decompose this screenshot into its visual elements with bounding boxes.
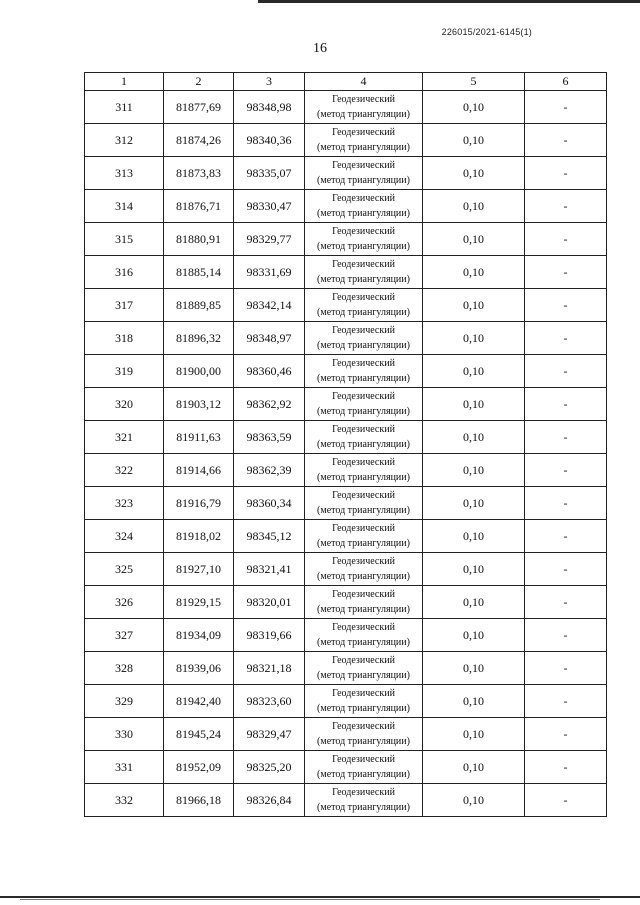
table-row xyxy=(85,652,607,685)
method-text: (метод триангуляции) xyxy=(317,373,410,384)
table-row xyxy=(85,223,607,256)
x-coordinate-cell: 81929,15 xyxy=(164,586,234,619)
point-number-cell: 316 xyxy=(85,256,164,289)
method-text: Геодезический xyxy=(332,754,395,765)
point-number-cell: 329 xyxy=(85,685,164,718)
method-text: (метод триангуляции) xyxy=(317,307,410,318)
x-coordinate-cell: 81945,24 xyxy=(164,718,234,751)
coordinates-table xyxy=(84,72,607,817)
accuracy-cell: 0,10 xyxy=(423,91,525,124)
method-cell xyxy=(305,487,423,520)
note-cell: - xyxy=(525,619,607,652)
method-cell xyxy=(305,157,423,190)
bottom-scan-rule xyxy=(0,896,640,898)
method-text: (метод триангуляции) xyxy=(317,538,410,549)
accuracy-cell: 0,10 xyxy=(423,223,525,256)
table-row xyxy=(85,190,607,223)
method-text: Геодезический xyxy=(332,226,395,237)
y-coordinate-cell: 98348,98 xyxy=(234,91,305,124)
note-cell: - xyxy=(525,421,607,454)
table-row xyxy=(85,289,607,322)
note-cell: - xyxy=(525,322,607,355)
note-cell: - xyxy=(525,289,607,322)
x-coordinate-cell: 81934,09 xyxy=(164,619,234,652)
method-text: Геодезический xyxy=(332,424,395,435)
note-cell: - xyxy=(525,256,607,289)
accuracy-cell: 0,10 xyxy=(423,388,525,421)
column-header: 5 xyxy=(423,73,525,91)
table-header xyxy=(85,73,607,91)
y-coordinate-cell: 98348,97 xyxy=(234,322,305,355)
note-cell: - xyxy=(525,685,607,718)
y-coordinate-cell: 98321,18 xyxy=(234,652,305,685)
column-header: 3 xyxy=(234,73,305,91)
x-coordinate-cell: 81952,09 xyxy=(164,751,234,784)
method-text: Геодезический xyxy=(332,523,395,534)
method-cell xyxy=(305,751,423,784)
method-cell xyxy=(305,454,423,487)
method-cell xyxy=(305,553,423,586)
accuracy-cell: 0,10 xyxy=(423,718,525,751)
note-cell: - xyxy=(525,487,607,520)
note-cell: - xyxy=(525,751,607,784)
method-text: Геодезический xyxy=(332,622,395,633)
y-coordinate-cell: 98329,47 xyxy=(234,718,305,751)
method-text: Геодезический xyxy=(332,688,395,699)
method-text: (метод триангуляции) xyxy=(317,406,410,417)
column-header: 6 xyxy=(525,73,607,91)
note-cell: - xyxy=(525,520,607,553)
table-row xyxy=(85,454,607,487)
note-cell: - xyxy=(525,223,607,256)
accuracy-cell: 0,10 xyxy=(423,553,525,586)
accuracy-cell: 0,10 xyxy=(423,784,525,817)
method-text: (метод триангуляции) xyxy=(317,241,410,252)
point-number-cell: 313 xyxy=(85,157,164,190)
method-cell xyxy=(305,718,423,751)
method-text: (метод триангуляции) xyxy=(317,175,410,186)
point-number-cell: 331 xyxy=(85,751,164,784)
accuracy-cell: 0,10 xyxy=(423,190,525,223)
point-number-cell: 330 xyxy=(85,718,164,751)
y-coordinate-cell: 98330,47 xyxy=(234,190,305,223)
x-coordinate-cell: 81927,10 xyxy=(164,553,234,586)
table-row xyxy=(85,421,607,454)
method-text: Геодезический xyxy=(332,160,395,171)
table-row xyxy=(85,619,607,652)
method-text: (метод триангуляции) xyxy=(317,340,410,351)
top-scan-rule xyxy=(258,0,640,3)
x-coordinate-cell: 81914,66 xyxy=(164,454,234,487)
note-cell: - xyxy=(525,124,607,157)
y-coordinate-cell: 98345,12 xyxy=(234,520,305,553)
note-cell: - xyxy=(525,652,607,685)
y-coordinate-cell: 98323,60 xyxy=(234,685,305,718)
table-row xyxy=(85,685,607,718)
accuracy-cell: 0,10 xyxy=(423,685,525,718)
note-cell: - xyxy=(525,718,607,751)
point-number-cell: 332 xyxy=(85,784,164,817)
method-cell xyxy=(305,784,423,817)
method-text: Геодезический xyxy=(332,556,395,567)
column-header: 1 xyxy=(85,73,164,91)
method-cell xyxy=(305,421,423,454)
method-text: (метод триангуляции) xyxy=(317,769,410,780)
x-coordinate-cell: 81877,69 xyxy=(164,91,234,124)
accuracy-cell: 0,10 xyxy=(423,454,525,487)
note-cell: - xyxy=(525,91,607,124)
point-number-cell: 317 xyxy=(85,289,164,322)
table-row xyxy=(85,751,607,784)
method-text: (метод триангуляции) xyxy=(317,670,410,681)
table-row xyxy=(85,124,607,157)
x-coordinate-cell: 81896,32 xyxy=(164,322,234,355)
method-text: (метод триангуляции) xyxy=(317,802,410,813)
method-text: Геодезический xyxy=(332,589,395,600)
method-text: Геодезический xyxy=(332,292,395,303)
note-cell: - xyxy=(525,355,607,388)
table-body xyxy=(85,91,607,817)
method-cell xyxy=(305,322,423,355)
method-text: Геодезический xyxy=(332,457,395,468)
y-coordinate-cell: 98342,14 xyxy=(234,289,305,322)
table-row xyxy=(85,322,607,355)
point-number-cell: 314 xyxy=(85,190,164,223)
accuracy-cell: 0,10 xyxy=(423,520,525,553)
table-row xyxy=(85,355,607,388)
method-cell xyxy=(305,91,423,124)
accuracy-cell: 0,10 xyxy=(423,322,525,355)
document-id: 226015/2021-6145(1) xyxy=(441,27,532,37)
point-number-cell: 327 xyxy=(85,619,164,652)
table-row xyxy=(85,553,607,586)
table-row xyxy=(85,586,607,619)
method-text: Геодезический xyxy=(332,358,395,369)
bottom-scan-rule-thin xyxy=(20,899,600,900)
accuracy-cell: 0,10 xyxy=(423,421,525,454)
method-cell xyxy=(305,388,423,421)
table-row xyxy=(85,157,607,190)
point-number-cell: 326 xyxy=(85,586,164,619)
x-coordinate-cell: 81966,18 xyxy=(164,784,234,817)
x-coordinate-cell: 81873,83 xyxy=(164,157,234,190)
x-coordinate-cell: 81942,40 xyxy=(164,685,234,718)
method-text: (метод триангуляции) xyxy=(317,439,410,450)
table-row xyxy=(85,520,607,553)
column-header: 4 xyxy=(305,73,423,91)
accuracy-cell: 0,10 xyxy=(423,751,525,784)
method-cell xyxy=(305,223,423,256)
point-number-cell: 324 xyxy=(85,520,164,553)
point-number-cell: 311 xyxy=(85,91,164,124)
x-coordinate-cell: 81903,12 xyxy=(164,388,234,421)
note-cell: - xyxy=(525,388,607,421)
accuracy-cell: 0,10 xyxy=(423,289,525,322)
x-coordinate-cell: 81916,79 xyxy=(164,487,234,520)
header-row xyxy=(85,73,607,91)
point-number-cell: 318 xyxy=(85,322,164,355)
method-cell xyxy=(305,124,423,157)
method-text: (метод триангуляции) xyxy=(317,472,410,483)
method-text: (метод триангуляции) xyxy=(317,703,410,714)
method-text: (метод триангуляции) xyxy=(317,736,410,747)
y-coordinate-cell: 98360,46 xyxy=(234,355,305,388)
table-row xyxy=(85,784,607,817)
point-number-cell: 320 xyxy=(85,388,164,421)
note-cell: - xyxy=(525,784,607,817)
column-header: 2 xyxy=(164,73,234,91)
x-coordinate-cell: 81918,02 xyxy=(164,520,234,553)
accuracy-cell: 0,10 xyxy=(423,256,525,289)
y-coordinate-cell: 98335,07 xyxy=(234,157,305,190)
method-text: (метод триангуляции) xyxy=(317,505,410,516)
point-number-cell: 312 xyxy=(85,124,164,157)
x-coordinate-cell: 81874,26 xyxy=(164,124,234,157)
point-number-cell: 325 xyxy=(85,553,164,586)
method-text: (метод триангуляции) xyxy=(317,274,410,285)
method-text: Геодезический xyxy=(332,655,395,666)
accuracy-cell: 0,10 xyxy=(423,487,525,520)
method-text: (метод триангуляции) xyxy=(317,637,410,648)
table-row xyxy=(85,388,607,421)
accuracy-cell: 0,10 xyxy=(423,124,525,157)
note-cell: - xyxy=(525,454,607,487)
method-text: Геодезический xyxy=(332,490,395,501)
method-text: Геодезический xyxy=(332,787,395,798)
y-coordinate-cell: 98320,01 xyxy=(234,586,305,619)
point-number-cell: 323 xyxy=(85,487,164,520)
method-cell xyxy=(305,355,423,388)
method-cell xyxy=(305,685,423,718)
point-number-cell: 322 xyxy=(85,454,164,487)
accuracy-cell: 0,10 xyxy=(423,619,525,652)
x-coordinate-cell: 81880,91 xyxy=(164,223,234,256)
method-text: Геодезический xyxy=(332,94,395,105)
accuracy-cell: 0,10 xyxy=(423,157,525,190)
method-text: Геодезический xyxy=(332,325,395,336)
y-coordinate-cell: 98363,59 xyxy=(234,421,305,454)
method-text: Геодезический xyxy=(332,259,395,270)
method-cell xyxy=(305,190,423,223)
point-number-cell: 319 xyxy=(85,355,164,388)
point-number-cell: 315 xyxy=(85,223,164,256)
method-cell xyxy=(305,652,423,685)
y-coordinate-cell: 98360,34 xyxy=(234,487,305,520)
method-text: (метод триангуляции) xyxy=(317,604,410,615)
y-coordinate-cell: 98362,92 xyxy=(234,388,305,421)
y-coordinate-cell: 98321,41 xyxy=(234,553,305,586)
table-row xyxy=(85,256,607,289)
y-coordinate-cell: 98326,84 xyxy=(234,784,305,817)
method-text: (метод триангуляции) xyxy=(317,142,410,153)
method-cell xyxy=(305,586,423,619)
table-row xyxy=(85,91,607,124)
y-coordinate-cell: 98331,69 xyxy=(234,256,305,289)
point-number-cell: 328 xyxy=(85,652,164,685)
page-number: 16 xyxy=(313,41,327,56)
table-row xyxy=(85,487,607,520)
note-cell: - xyxy=(525,553,607,586)
method-cell xyxy=(305,520,423,553)
y-coordinate-cell: 98319,66 xyxy=(234,619,305,652)
accuracy-cell: 0,10 xyxy=(423,652,525,685)
x-coordinate-cell: 81885,14 xyxy=(164,256,234,289)
x-coordinate-cell: 81911,63 xyxy=(164,421,234,454)
method-text: Геодезический xyxy=(332,391,395,402)
method-text: (метод триангуляции) xyxy=(317,571,410,582)
method-cell xyxy=(305,289,423,322)
note-cell: - xyxy=(525,190,607,223)
x-coordinate-cell: 81939,06 xyxy=(164,652,234,685)
point-number-cell: 321 xyxy=(85,421,164,454)
y-coordinate-cell: 98362,39 xyxy=(234,454,305,487)
accuracy-cell: 0,10 xyxy=(423,586,525,619)
method-text: Геодезический xyxy=(332,721,395,732)
method-text: (метод триангуляции) xyxy=(317,109,410,120)
method-text: Геодезический xyxy=(332,127,395,138)
method-text: Геодезический xyxy=(332,193,395,204)
x-coordinate-cell: 81876,71 xyxy=(164,190,234,223)
method-cell xyxy=(305,619,423,652)
method-text: (метод триангуляции) xyxy=(317,208,410,219)
y-coordinate-cell: 98325,20 xyxy=(234,751,305,784)
note-cell: - xyxy=(525,586,607,619)
y-coordinate-cell: 98329,77 xyxy=(234,223,305,256)
accuracy-cell: 0,10 xyxy=(423,355,525,388)
note-cell: - xyxy=(525,157,607,190)
table-row xyxy=(85,718,607,751)
x-coordinate-cell: 81900,00 xyxy=(164,355,234,388)
y-coordinate-cell: 98340,36 xyxy=(234,124,305,157)
method-cell xyxy=(305,256,423,289)
x-coordinate-cell: 81889,85 xyxy=(164,289,234,322)
